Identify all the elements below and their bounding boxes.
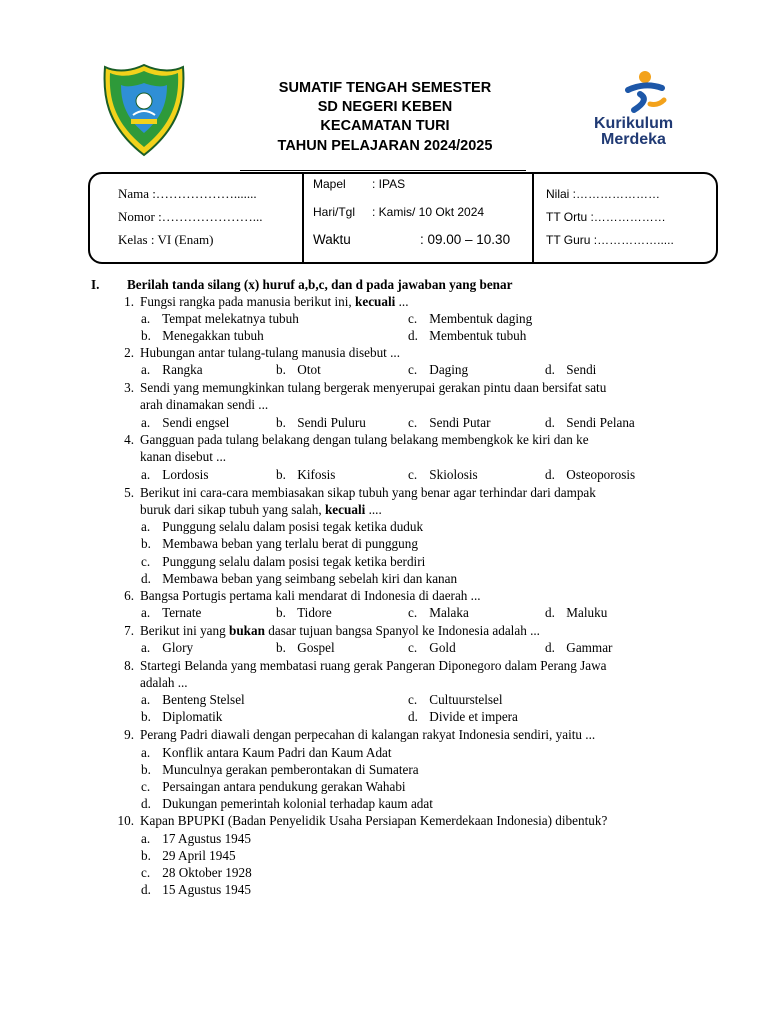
- question-7: 7. Berikut ini yang bukan dasar tujuan bangsa Spanyol ke Indonesia adalah ...: [124, 623, 540, 638]
- question-3: 3. Sendi yang memungkinkan tulang bergerak menyerupai gerakan pintu daan bersifat satu: [124, 380, 607, 395]
- q8-option-a[interactable]: a. Benteng Stelsel: [141, 692, 245, 707]
- tt-ortu-field: TT Ortu :………………: [546, 210, 666, 224]
- q6-option-d[interactable]: d. Maluku: [545, 605, 608, 620]
- q9-option-d[interactable]: d. Dukungan pemerintah kolonial terhadap kaum adat: [141, 796, 433, 811]
- title-line-4: TAHUN PELAJARAN 2024/2025: [277, 138, 493, 154]
- q8-option-c[interactable]: c. Cultuurstelsel: [408, 692, 503, 707]
- q7-option-b[interactable]: b. Gospel: [276, 640, 335, 655]
- q2-option-c[interactable]: c. Daging: [408, 362, 469, 377]
- q4-option-b[interactable]: b. Kifosis: [276, 467, 336, 482]
- q10-option-d[interactable]: d. 15 Agustus 1945: [141, 882, 251, 897]
- title-line-3: KECAMATAN TURI: [320, 118, 450, 134]
- q5-option-a[interactable]: a. Punggung selalu dalam posisi tegak ketika duduk: [141, 519, 424, 534]
- info-divider-right: [532, 172, 534, 264]
- question-8-line-2: adalah ...: [140, 675, 188, 690]
- section-roman: I.: [91, 277, 100, 292]
- question-6: 6. Bangsa Portugis pertama kali mendarat di Indonesia di daerah ...: [124, 588, 481, 603]
- question-3-line-2: arah dinamakan sendi ...: [140, 397, 269, 412]
- q10-option-b[interactable]: b. 29 April 1945: [141, 848, 236, 863]
- q2-option-b[interactable]: b. Otot: [276, 362, 321, 377]
- question-4-line-2: kanan disebut ...: [140, 449, 227, 464]
- logo-text-merdeka: Merdeka: [601, 131, 666, 148]
- q7-option-c[interactable]: c. Gold: [408, 640, 456, 655]
- waktu-label: Waktu: [313, 232, 351, 247]
- mapel-label: Mapel: [313, 177, 346, 191]
- question-5-line-2: buruk dari sikap tubuh yang salah, kecuali ....: [140, 502, 382, 517]
- mapel-value: : IPAS: [372, 177, 406, 191]
- tt-guru-field: TT Guru :…………….....: [546, 233, 674, 247]
- q1-option-a[interactable]: a. Tempat melekatnya tubuh: [141, 311, 299, 326]
- q8-option-d[interactable]: d. Divide et impera: [408, 709, 518, 724]
- kurikulum-merdeka-logo: [592, 70, 707, 150]
- q1-option-c[interactable]: c. Membentuk daging: [408, 311, 533, 326]
- title-line-1: SUMATIF TENGAH SEMESTER: [278, 80, 492, 96]
- q4-option-d[interactable]: d. Osteoporosis: [545, 467, 636, 482]
- q6-option-a[interactable]: a. Ternate: [141, 605, 202, 620]
- school-emblem-logo: [103, 63, 185, 157]
- title-line-2: SD NEGERI KEBEN: [317, 99, 453, 115]
- q8-option-b[interactable]: b. Diplomatik: [141, 709, 223, 724]
- section-instruction: Berilah tanda silang (x) huruf a,b,c, dan d pada jawaban yang benar: [127, 277, 513, 292]
- question-4: 4. Gangguan pada tulang belakang dengan tulang belakang membengkok ke kiri dan ke: [124, 432, 589, 447]
- q2-option-d[interactable]: d. Sendi: [545, 362, 597, 377]
- question-9: 9. Perang Padri diawali dengan perpecahan di kalangan rakyat Indonesia sendiri, yaitu ...: [124, 727, 596, 742]
- q2-option-a[interactable]: a. Rangka: [141, 362, 203, 377]
- question-1: 1. Fungsi rangka pada manusia berikut ini, kecuali ...: [124, 294, 409, 309]
- q3-option-c[interactable]: c. Sendi Putar: [408, 415, 491, 430]
- q3-option-d[interactable]: d. Sendi Pelana: [545, 415, 635, 430]
- question-5: 5. Berikut ini cara-cara membiasakan sikap tubuh yang benar agar terhindar dari dampak: [124, 485, 596, 500]
- q6-option-c[interactable]: c. Malaka: [408, 605, 469, 620]
- nilai-field: Nilai :…………………: [546, 187, 661, 201]
- q5-option-c[interactable]: c. Punggung selalu dalam posisi tegak ketika berdiri: [141, 554, 426, 569]
- nama-field: Nama :……………….......: [118, 186, 257, 201]
- q9-option-c[interactable]: c. Persaingan antara pendukung gerakan Wahabi: [141, 779, 406, 794]
- q7-option-a[interactable]: a. Glory: [141, 640, 194, 655]
- q9-option-a[interactable]: a. Konflik antara Kaum Padri dan Kaum Adat: [141, 745, 392, 760]
- hari-label: Hari/Tgl: [313, 205, 356, 219]
- q3-option-b[interactable]: b. Sendi Puluru: [276, 415, 366, 430]
- question-10: 10. Kapan BPUPKI (Badan Penyelidik Usaha Persiapan Kemerdekaan Indonesia) dibentuk?: [117, 813, 608, 828]
- waktu-value: : 09.00 – 10.30: [420, 232, 511, 247]
- q1-option-b[interactable]: b. Menegakkan tubuh: [141, 328, 264, 343]
- kurikulum-merdeka-mark-icon: [620, 70, 670, 116]
- q6-option-b[interactable]: b. Tidore: [276, 605, 332, 620]
- q1-option-d[interactable]: d. Membentuk tubuh: [408, 328, 527, 343]
- q5-option-d[interactable]: d. Membawa beban yang seimbang sebelah kiri dan kanan: [141, 571, 458, 586]
- q10-option-c[interactable]: c. 28 Oktober 1928: [141, 865, 252, 880]
- hari-value: : Kamis/ 10 Okt 2024: [372, 205, 485, 219]
- logo-text-kurikulum: Kurikulum: [594, 115, 674, 132]
- q3-option-a[interactable]: a. Sendi engsel: [141, 415, 230, 430]
- header-divider: [240, 170, 526, 171]
- kelas-field: Kelas : VI (Enam): [118, 232, 214, 247]
- q9-option-b[interactable]: b. Munculnya gerakan pemberontakan di Sumatera: [141, 762, 419, 777]
- q5-option-b[interactable]: b. Membawa beban yang terlalu berat di punggung: [141, 536, 418, 551]
- info-divider-left: [302, 172, 304, 264]
- question-2: 2. Hubungan antar tulang-tulang manusia disebut ...: [124, 345, 401, 360]
- nomor-field: Nomor :…………………...: [118, 209, 263, 224]
- question-8: 8. Startegi Belanda yang membatasi ruang gerak Pangeran Diponegoro dalam Perang Jawa: [124, 658, 607, 673]
- q4-option-a[interactable]: a. Lordosis: [141, 467, 209, 482]
- q7-option-d[interactable]: d. Gammar: [545, 640, 613, 655]
- q10-option-a[interactable]: a. 17 Agustus 1945: [141, 831, 251, 846]
- q4-option-c[interactable]: c. Skiolosis: [408, 467, 478, 482]
